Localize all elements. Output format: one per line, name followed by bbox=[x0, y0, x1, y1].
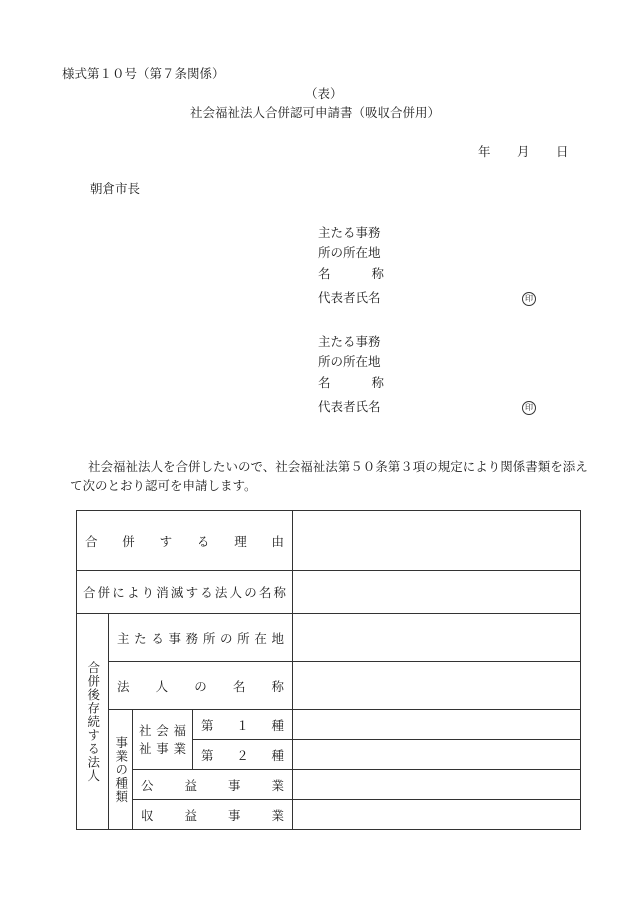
office-location-label: 主たる事務所の所在地 bbox=[109, 614, 293, 662]
addressee: 朝倉市長 bbox=[90, 181, 141, 196]
application-statement: 社会福祉法人を合併したいので、社会福祉法第５０条第３項の規定により関係書類を添えて次のとおり認可を申請します。 bbox=[70, 459, 588, 493]
reason-field[interactable] bbox=[293, 511, 581, 571]
applicant2-seal-mark: 印 bbox=[522, 401, 536, 415]
extinguished-corporation-label: 合併により消滅する法人の名称 bbox=[77, 571, 293, 614]
applicant2-representative-label: 代表者氏名 bbox=[318, 399, 381, 414]
applicant2-name-label: 名 称 bbox=[318, 375, 384, 390]
type2-label: 第２種 bbox=[193, 740, 293, 770]
date-day-label: 日 bbox=[556, 144, 569, 159]
applicant1-name-label: 名 称 bbox=[318, 266, 384, 281]
public-business-field[interactable] bbox=[293, 770, 581, 800]
social-welfare-label-line2: 祉事業 bbox=[139, 740, 186, 756]
applicant2-office-label-line1: 主たる事務 bbox=[318, 334, 381, 349]
applicant1-office-label-line1: 主たる事務 bbox=[318, 225, 381, 240]
date-month-label: 月 bbox=[517, 144, 530, 159]
business-types-label: 事業の種類 bbox=[113, 735, 129, 804]
side-indicator: （表） bbox=[305, 86, 343, 101]
social-welfare-business-header bbox=[133, 710, 193, 770]
social-welfare-label-line1: 社会福 bbox=[139, 722, 186, 738]
date-year-label: 年 bbox=[478, 144, 491, 159]
type1-label: 第１種 bbox=[193, 710, 293, 740]
type1-field[interactable] bbox=[293, 710, 581, 740]
application-table bbox=[76, 510, 581, 830]
corporation-name-label: 法人の名称 bbox=[109, 662, 293, 710]
office-location-field[interactable] bbox=[293, 614, 581, 662]
profit-business-label: 収益事業 bbox=[133, 800, 293, 830]
corporation-name-field[interactable] bbox=[293, 662, 581, 710]
applicant1-seal-mark: 印 bbox=[522, 292, 536, 306]
extinguished-corporation-field[interactable] bbox=[293, 571, 581, 614]
surviving-corporation-label: 合併後存続する法人 bbox=[85, 660, 101, 783]
surviving-corporation-header bbox=[77, 614, 109, 830]
document-title: 社会福祉法人合併認可申請書（吸収合併用） bbox=[189, 105, 440, 120]
type2-field[interactable] bbox=[293, 740, 581, 770]
applicant2-office-label-line2: 所の所在地 bbox=[318, 354, 381, 369]
public-business-label: 公益事業 bbox=[133, 770, 293, 800]
form-number: 様式第１０号（第７条関係） bbox=[62, 66, 225, 81]
applicant1-representative-label: 代表者氏名 bbox=[318, 290, 381, 305]
profit-business-field[interactable] bbox=[293, 800, 581, 830]
applicant1-office-label-line2: 所の所在地 bbox=[318, 245, 381, 260]
reason-label: 合併する理由 bbox=[77, 511, 293, 571]
business-types-header bbox=[109, 710, 133, 830]
